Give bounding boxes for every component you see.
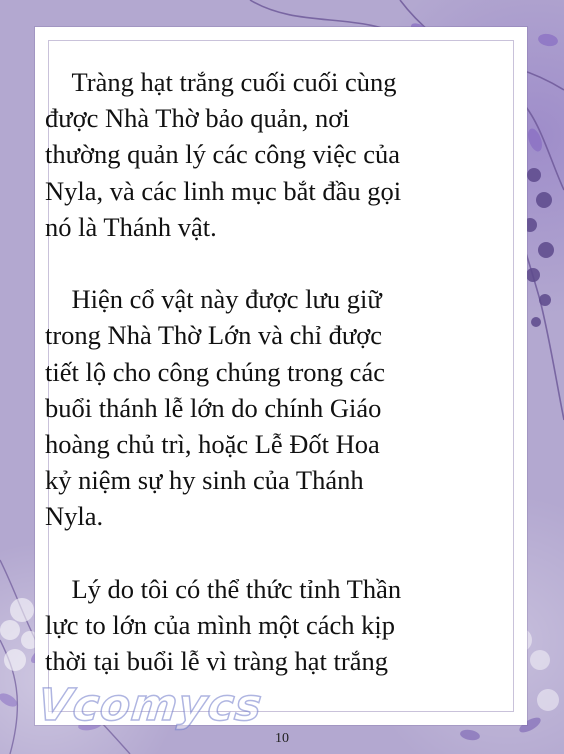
line: hoàng chủ trì, hoặc Lễ Đốt Hoa <box>45 429 380 460</box>
page-number: 10 <box>275 731 289 746</box>
paragraph-gap <box>45 245 481 281</box>
line: buổi thánh lễ lớn do chính Giáo <box>45 392 382 423</box>
paragraph-3 <box>45 571 481 680</box>
line: nó là Thánh vật. <box>45 211 217 242</box>
line: lực to lớn của mình một cách kịp <box>45 610 395 641</box>
line: Lý do tôi có thể thức tỉnh Thần <box>71 573 402 604</box>
line: thời tại buổi lễ vì tràng hạt trắng <box>45 646 388 677</box>
line: thường quản lý các công việc của <box>45 139 401 170</box>
line: Tràng hạt trắng cuối cuối cùng <box>71 67 397 97</box>
line <box>45 67 72 97</box>
line: Hiện cổ vật này được lưu giữ <box>71 284 382 315</box>
paragraph-gap <box>45 535 481 571</box>
story-text <box>45 64 481 684</box>
paragraph-1 <box>45 64 481 245</box>
line <box>45 284 72 314</box>
line <box>45 574 72 604</box>
line: Nyla. <box>45 501 104 532</box>
line: tiết lộ cho công chúng trong các <box>45 356 385 387</box>
watermark-logo: Vcomycs <box>35 680 265 731</box>
line: được Nhà Thờ bảo quản, nơi <box>45 103 350 134</box>
line: trong Nhà Thờ Lớn và chỉ được <box>45 320 383 351</box>
paragraph-2 <box>45 281 481 534</box>
line: Nyla, và các linh mục bắt đầu gọi <box>45 175 402 206</box>
line: kỷ niệm sự hy sinh của Thánh <box>45 465 364 496</box>
